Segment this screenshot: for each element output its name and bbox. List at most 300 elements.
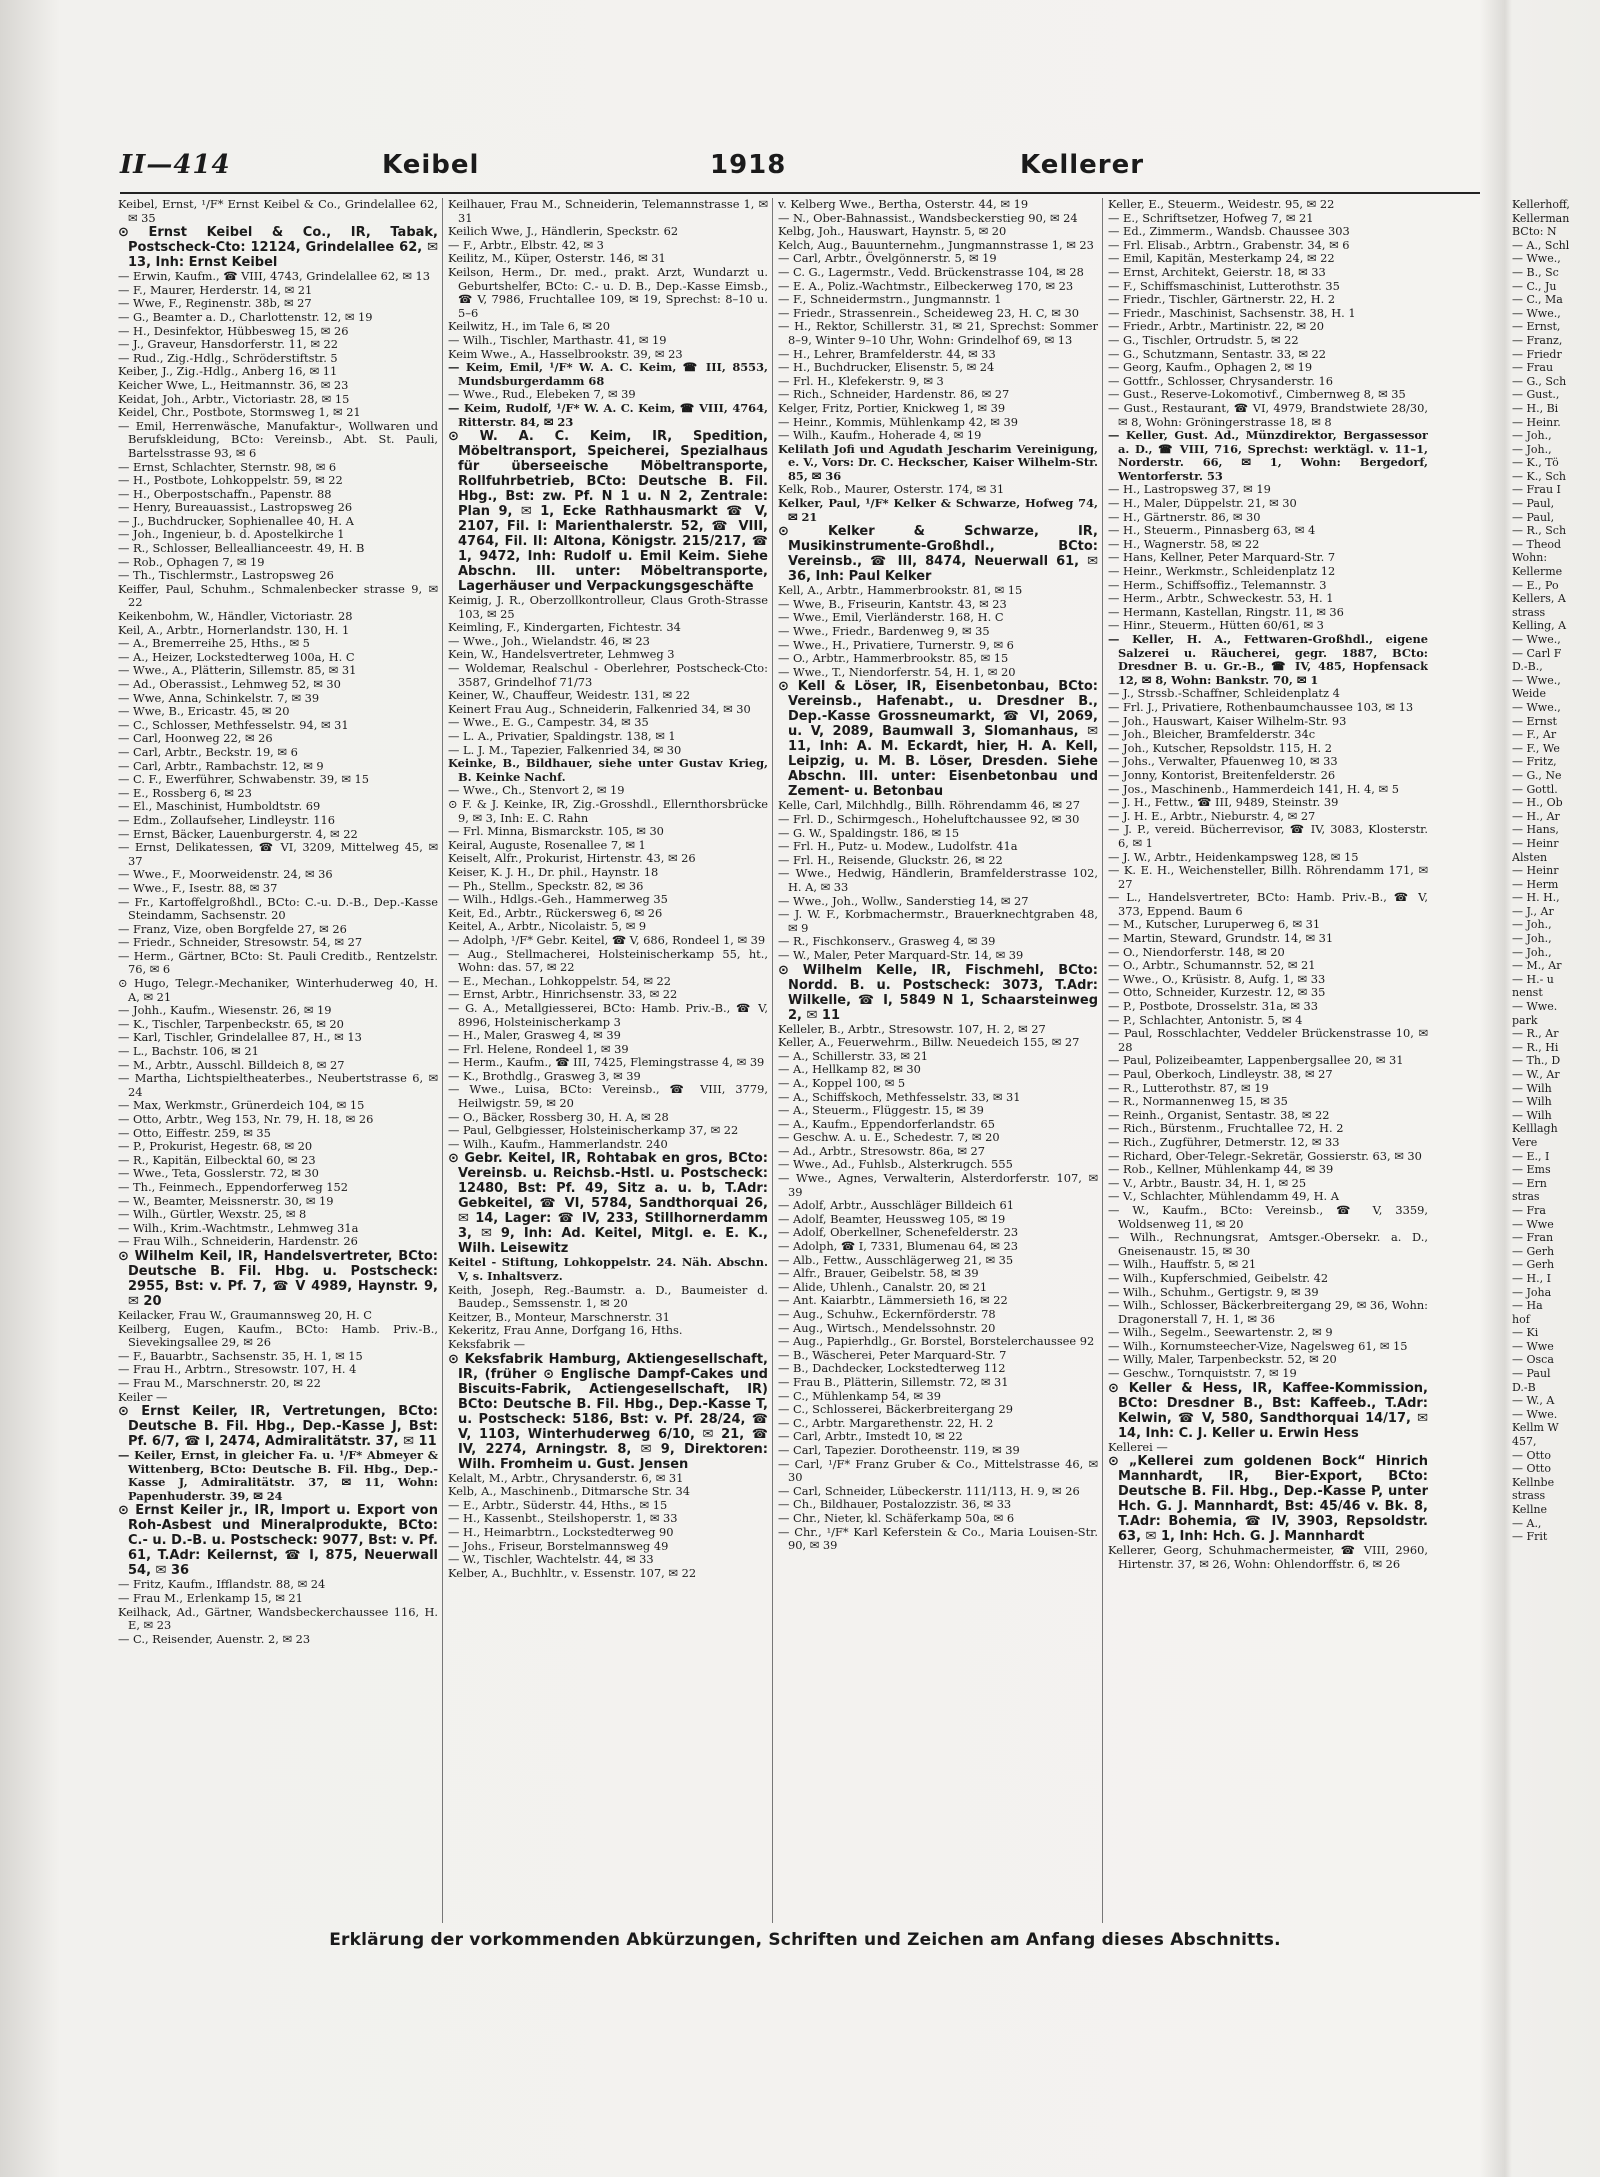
directory-entry: — G., Sch (1512, 374, 1567, 388)
directory-entry: — Aug., Stellmacherei, Holsteinischerkamp 55, ht., Wohn: das. 57, ✉ 22 (448, 946, 768, 975)
directory-entry: — Adolf, Beamter, Heussweg 105, ✉ 19 (778, 1211, 1006, 1226)
directory-entry: — W., Maler, Peter Marquard-Str. 14, ✉ 39 (778, 947, 1024, 962)
directory-entry: — W., Kaufm., BCto: Vereinsb., ☎ V, 3359, Woldsenweg 11, ✉ 20 (1108, 1202, 1428, 1231)
directory-entry: — Erwin, Kaufm., ☎ VIII, 4743, Grindelallee 62, ✉ 13 (118, 269, 431, 284)
directory-entry: — J. H. E., Arbtr., Nieburstr. 4, ✉ 27 (1108, 808, 1316, 823)
directory-entry: — Herm (1512, 877, 1559, 891)
directory-entry: — Aug., Papierhdlg., Gr. Borstel, Borstelerchaussee 92 (778, 1334, 1095, 1349)
directory-entry: — J. P., vereid. Bücherrevisor, ☎ IV, 3083, Klosterstr. 6, ✉ 1 (1108, 822, 1428, 850)
directory-entry: ⊙ Keller & Hess, IR, Kaffee-Kommission, BCto: Dresdner B., Bst: Kaffeeb., T.Adr: Kelwin, ☎ V, 580, Sandthorquai 14/17, ✉ 14, Inh: C. J. Keller u. Erwin Hess (1108, 1380, 1428, 1441)
directory-entry: — A., (1512, 1516, 1542, 1530)
directory-entry: — Gust., (1512, 388, 1560, 402)
directory-entry: — Jos., Maschinenb., Hammerdeich 141, H. 4, ✉ 5 (1108, 781, 1399, 796)
directory-entry: — R., Hi (1512, 1040, 1559, 1054)
directory-entry: — Friedr., Maschinist, Sachsenstr. 38, H. 1 (1108, 305, 1356, 320)
directory-entry: — C. G., Lagermstr., Vedd. Brückenstrasse 104, ✉ 28 (778, 264, 1084, 279)
directory-entry: — Keim, Emil, ¹/F* W. A. C. Keim, ☎ III, 8553, Mundsburgerdamm 68 (448, 360, 768, 388)
left-running-head: Keibel (382, 150, 480, 180)
directory-entry: — P., Schlachter, Antonistr. 5, ✉ 4 (1108, 1012, 1303, 1027)
directory-entry: — Ed., Zimmerm., Wandsb. Chaussee 303 (1108, 224, 1350, 239)
directory-entry: — Gottfr., Schlosser, Chrysanderstr. 16 (1108, 373, 1334, 388)
directory-entry: — Aug., Wirtsch., Mendelssohnstr. 20 (778, 1320, 996, 1335)
directory-entry: — Wwe., Agnes, Verwalterin, Alsterdorferstr. 107, ✉ 39 (778, 1171, 1098, 1199)
directory-entry: Keiral, Auguste, Rosenallee 7, ✉ 1 (448, 837, 646, 852)
directory-entry: — Wilh., Schuhm., Gertigstr. 9, ✉ 39 (1108, 1284, 1319, 1299)
directory-entry: — A., Schiffskoch, Methfesselstr. 33, ✉ 31 (778, 1089, 1021, 1104)
directory-entry: — Ki (1512, 1326, 1539, 1340)
directory-entry: — Rob., Kellner, Mühlenkamp 44, ✉ 39 (1108, 1162, 1334, 1177)
directory-entry: — Friedr., Arbtr., Martinistr. 22, ✉ 20 (1108, 319, 1325, 334)
directory-entry: — O., Arbtr., Hammerbrookstr. 85, ✉ 15 (778, 651, 1009, 666)
directory-entry: v. Kelberg Wwe., Bertha, Osterstr. 44, ✉ 19 (778, 198, 1029, 211)
directory-entry: Keller, E., Steuerm., Weidestr. 95, ✉ 22 (1108, 198, 1335, 211)
directory-entry: — Joh., (1512, 918, 1552, 932)
directory-entry: — Osca (1512, 1353, 1554, 1367)
directory-entry: — Geschw. A. u. E., Schedestr. 7, ✉ 20 (778, 1130, 1000, 1145)
directory-entry: — C., Arbtr. Margarethenstr. 22, H. 2 (778, 1415, 994, 1430)
directory-entry: — Wwe., (1512, 633, 1561, 646)
directory-entry: — Wilh., Krim.-Wachtmstr., Lehmweg 31a (118, 1220, 359, 1235)
directory-entry: — Fran (1512, 1231, 1554, 1245)
directory-entry: — Wwe., Hedwig, Händlerin, Bramfelderstrasse 102, H. A, ✉ 33 (778, 866, 1098, 894)
directory-entry: — Keim, Rudolf, ¹/F* W. A. C. Keim, ☎ VIII, 4764, Ritterstr. 84, ✉ 23 (448, 400, 768, 429)
directory-entry: Keilson, Herm., Dr. med., prakt. Arzt, Wundarzt u. Geburtshelfer, BCto: C.- u. D. B., Dep.-Kasse Eimsb., ☎ V, 7986, Fruchtallee 109, ✉ 19, Sprechst: 8–10 u. 5–6 (448, 264, 768, 320)
directory-entry: Kellerei — (1108, 1439, 1168, 1454)
directory-entry: — Wilh., Gürtler, Wexstr. 25, ✉ 8 (118, 1207, 307, 1222)
directory-entry: — Wwe., Rud., Elebeken 7, ✉ 39 (448, 387, 636, 402)
directory-entry: Kell, A., Arbtr., Hammerbrookstr. 81, ✉ 15 (778, 583, 1023, 598)
directory-entry: — Frl. Helene, Rondeel 1, ✉ 39 (448, 1041, 629, 1056)
directory-entry: — O., Niendorferstr. 148, ✉ 20 (1108, 944, 1285, 959)
directory-entry: — Wwe., Friedr., Bardenweg 9, ✉ 35 (778, 624, 990, 639)
directory-entry: Keiler — (118, 1389, 168, 1404)
directory-entry: Keilitz, M., Küper, Osterstr. 146, ✉ 31 (448, 251, 666, 266)
directory-entry: — Ad., Arbtr., Stresowstr. 86a, ✉ 27 (778, 1143, 986, 1158)
directory-entry: — H., Maler, Grasweg 4, ✉ 39 (448, 1028, 621, 1043)
directory-entry: — Joh., Bleicher, Bramfelderstr. 34c (1108, 727, 1316, 742)
directory-entry: — Wwe., (1512, 700, 1561, 714)
directory-entry: — Wwe, Anna, Schinkelstr. 7, ✉ 39 (118, 690, 320, 705)
directory-entry: — L., Handelsvertreter, BCto: Hamb. Priv.-B., ☎ V, 373, Eppend. Baum 6 (1108, 890, 1428, 918)
directory-entry: — Hans, (1512, 823, 1559, 837)
directory-entry: Keibel, Ernst, ¹/F* Ernst Keibel & Co., Grindelallee 62, ✉ 35 (118, 198, 438, 225)
directory-entry: — R., Lutterothstr. 87, ✉ 19 (1108, 1080, 1269, 1095)
directory-entry: — Wilh., Segelm., Seewartenstr. 2, ✉ 9 (1108, 1325, 1333, 1340)
directory-entry: Keitzer, B., Monteur, Marschnerstr. 31 (448, 1309, 670, 1324)
right-running-head: Kellerer (1020, 150, 1145, 180)
directory-entry: — C., Ma (1512, 293, 1563, 307)
directory-entry: — Joha (1512, 1285, 1552, 1299)
directory-entry: — Wilh., Hdlgs.-Geh., Hammerweg 35 (448, 892, 668, 907)
directory-entry: — Carl, ¹/F* Franz Gruber & Co., Mittelstrasse 46, ✉ 30 (778, 1456, 1098, 1485)
column-divider (442, 198, 443, 1923)
directory-entry: — Wilh., Kupferschmied, Geibelstr. 42 (1108, 1270, 1329, 1285)
directory-entry: — Frau I (1512, 483, 1561, 497)
directory-entry: — F., Maurer, Herderstr. 14, ✉ 21 (118, 282, 313, 297)
directory-entry: — Carl, Hoonweg 22, ✉ 26 (118, 731, 273, 746)
directory-entry: — Frl. H., Klefekerstr. 9, ✉ 3 (778, 373, 944, 388)
directory-entry: park (1512, 1013, 1538, 1027)
directory-entry: — B., Sc (1512, 265, 1559, 279)
directory-entry: — Theod (1512, 537, 1562, 551)
directory-entry: hof (1512, 1312, 1530, 1326)
directory-entry: ⊙ Wilhelm Kelle, IR, Fischmehl, BCto: Nordd. B. u. Postscheck: 3073, T.Adr: Wilkelle, ☎ I, 5849 N 1, Schaarsteinweg 2, ✉ 11 (778, 962, 1098, 1023)
directory-entry: — Adolf, Oberkellner, Schenefelderstr. 23 (778, 1225, 1019, 1240)
directory-entry: — A., Kaufm., Eppendorferlandstr. 65 (778, 1116, 995, 1131)
directory-entry: — Ad., Oberassist., Lehmweg 52, ✉ 30 (118, 677, 341, 691)
directory-entry: — Martin, Steward, Grundstr. 14, ✉ 31 (1108, 931, 1334, 946)
directory-entry: — Ernst, Bäcker, Lauenburgerstr. 4, ✉ 22 (118, 826, 358, 841)
directory-entry: — B., Wäscherei, Peter Marquard-Str. 7 (778, 1347, 1007, 1362)
directory-entry: D.-B., (1512, 660, 1543, 674)
directory-entry: — Carl, Arbtr., Imstedt 10, ✉ 22 (778, 1429, 963, 1444)
directory-entry: — Rob., Ophagen 7, ✉ 19 (118, 554, 265, 569)
directory-entry: — Wwe., A., Plätterin, Sillemstr. 85, ✉ 31 (118, 663, 357, 678)
directory-entry: — Alfr., Brauer, Geibelstr. 58, ✉ 39 (778, 1266, 979, 1281)
directory-entry: — J., Ar (1512, 904, 1554, 918)
directory-entry: — Frit (1512, 1530, 1548, 1544)
directory-entry: — K., Brothdlg., Grasweg 3, ✉ 39 (448, 1068, 641, 1083)
directory-entry: — B., Dachdecker, Lockstedterweg 112 (778, 1361, 1006, 1376)
directory-entry: — Karl, Tischler, Grindelallee 87, H., ✉ 13 (118, 1030, 362, 1045)
directory-entry: — Wwe., O., Krüsistr. 8, Aufg. 1, ✉ 33 (1108, 971, 1326, 986)
directory-entry: — Gerh (1512, 1258, 1555, 1272)
directory-entry: — Gottl. (1512, 782, 1558, 796)
directory-entry: — El., Maschinist, Humboldtstr. 69 (118, 799, 321, 814)
directory-entry: ⊙ Keksfabrik Hamburg, Aktiengesellschaft, IR, (früher ⊙ Englische Dampf-Cakes und Biscuits-Fabrik, Actiengesellschaft, IR) BCto: Deutsche B. Fil. Hbg., Dep.-Kasse T, u. Postscheck: 5186, Bst: v. Pf. 28/24, ☎ V, 1103, Winterhuderweg 6/10, ✉ 21, ☎ IV, 2274, Arningstr. 8, ✉ 9, Direktoren: Wilh. Fromheim u. Gust. Jensen (448, 1351, 768, 1472)
directory-entry: — H., Ar (1512, 809, 1560, 823)
directory-entry: — J., Strssb.-Schaffner, Schleidenplatz 4 (1108, 686, 1340, 701)
directory-entry: — F., Bauarbtr., Sachsenstr. 35, H. 1, ✉ 15 (118, 1348, 363, 1363)
directory-entry: — Ph., Stellm., Speckstr. 82, ✉ 36 (448, 878, 644, 893)
directory-entry: — G. A., Metallgiesserei, BCto: Hamb. Priv.-B., ☎ V, 8996, Holsteinischerkamp 3 (448, 1000, 768, 1029)
directory-entry: — Hans, Kellner, Peter Marquard-Str. 7 (1108, 550, 1336, 565)
directory-entry: — A., Steuerm., Flüggestr. 15, ✉ 39 (778, 1103, 984, 1118)
directory-entry: — Paul, (1512, 497, 1555, 511)
directory-entry: — Johs., Friseur, Borstelmannsweg 49 (448, 1538, 669, 1553)
directory-entry: — J., Buchdrucker, Sophienallee 40, H. A (118, 513, 354, 528)
directory-entry: — Ernst, Schlachter, Sternstr. 98, ✉ 6 (118, 459, 337, 474)
directory-entry: — K. E. H., Weichensteller, Billh. Röhrendamm 171, ✉ 27 (1108, 863, 1428, 891)
directory-entry: — M., Arbtr., Ausschl. Billdeich 8, ✉ 27 (118, 1057, 345, 1072)
directory-entry: — Rich., Zugführer, Detmerstr. 12, ✉ 33 (1108, 1134, 1340, 1149)
directory-entry: — Wwe., (1512, 252, 1561, 266)
directory-entry: — W., Beamter, Meissnerstr. 30, ✉ 19 (118, 1193, 334, 1208)
directory-entry: — Wwe., Emil, Vierländerstr. 168, H. C (778, 610, 1004, 625)
directory-entry: Keitel, A., Arbtr., Nicolaistr. 5, ✉ 9 (448, 919, 647, 934)
directory-entry: — Frau H., Arbtrn., Stresowstr. 107, H. 4 (118, 1362, 357, 1377)
directory-entry: — Adolph, ☎ I, 7331, Blumenau 64, ✉ 23 (778, 1239, 1019, 1254)
directory-entry: — P., Postbote, Drosselstr. 31a, ✉ 33 (1108, 999, 1318, 1014)
directory-entry: — Herm., Arbtr., Schweckestr. 53, H. 1 (1108, 591, 1334, 606)
directory-entry: — Franz, Vize, oben Borgfelde 27, ✉ 26 (118, 921, 347, 936)
directory-entry: ⊙ Wilhelm Keil, IR, Handelsvertreter, BCto: Deutsche B. Fil. Hbg. u. Postscheck: 2955, Bst: v. Pf. 7, ☎ V 4989, Haynstr. 9, ✉ 20 (118, 1248, 438, 1309)
directory-entry: Keilhauer, Frau M., Schneiderin, Telemannstrasse 1, ✉ 31 (448, 198, 768, 225)
directory-entry: — Wwe, B., Ericastr. 45, ✉ 20 (118, 704, 290, 719)
directory-entry: — Friedr., Strassenrein., Scheideweg 23, H. C, ✉ 30 (778, 305, 1079, 320)
directory-entry: — R., Fischkonserv., Grasweg 4, ✉ 39 (778, 934, 996, 949)
directory-entry: — V., Arbtr., Baustr. 34, H. 1, ✉ 25 (1108, 1175, 1307, 1190)
directory-entry: — Wwe., Joh., Wielandstr. 46, ✉ 23 (448, 633, 650, 648)
next-page-edge-column (1512, 198, 1596, 1918)
directory-entry: — Herm., Kaufm., ☎ III, 7425, Flemingstrasse 4, ✉ 39 (448, 1055, 765, 1070)
directory-entry: — L. J. M., Tapezier, Falkenried 34, ✉ 30 (448, 742, 682, 757)
directory-entry: ⊙ Ernst Keiler, IR, Vertretungen, BCto: Deutsche B. Fil. Hbg., Dep.-Kasse J, Bst: Pf. 6/7, ☎ I, 2474, Admiralitätstr. 37, ✉ 11 (118, 1404, 438, 1450)
directory-entry: — Frl. H., Reisende, Gluckstr. 26, ✉ 22 (778, 852, 1003, 867)
directory-entry: — Heinr (1512, 864, 1559, 878)
directory-entry: — Georg, Kaufm., Ophagen 2, ✉ 19 (1108, 360, 1313, 375)
directory-entry: — O., Arbtr., Schumannstr. 52, ✉ 21 (1108, 958, 1316, 973)
directory-entry: — V., Schlachter, Mühlendamm 49, H. A (1108, 1189, 1340, 1204)
directory-entry: — Wwe., Ad., Fuhlsb., Alsterkrugch. 555 (778, 1157, 1013, 1172)
directory-entry: Keilberg, Eugen, Kaufm., BCto: Hamb. Priv.-B., Sievekingsallee 29, ✉ 26 (118, 1321, 438, 1350)
directory-entry: — Wilh., Rechnungsrat, Amtsger.-Obersekr. a. D., Gneisenaustr. 15, ✉ 30 (1108, 1230, 1428, 1258)
directory-entry: — Hermann, Kastellan, Ringstr. 11, ✉ 36 (1108, 604, 1344, 619)
directory-entry: — Heinr., Kommis, Mühlenkamp 42, ✉ 39 (778, 414, 1018, 429)
directory-entry: — Wwe. (1512, 1407, 1558, 1421)
directory-entry: ⊙ Ernst Keiler jr., IR, Import u. Export von Roh-Asbest und Mineralprodukte, BCto: C.- u. D.-B. u. Postscheck: 9077, Bst: v. Pf. 61, T.Adr: Keilernst, ☎ I, 875, Neuerwall 54, ✉ 36 (118, 1503, 438, 1579)
directory-entry: — Otto (1512, 1462, 1551, 1476)
directory-entry: — E. A., Poliz.-Wachtmstr., Eilbeckerweg 170, ✉ 23 (778, 278, 1074, 293)
directory-entry: — R., Normannenweg 15, ✉ 35 (1108, 1094, 1288, 1109)
directory-entry: — Henry, Bureauassist., Lastropsweg 26 (118, 500, 353, 515)
directory-entry: Kekeritz, Frau Anne, Dorfgang 16, Hths. (448, 1323, 683, 1338)
directory-entry: — N., Ober-Bahnassist., Wandsbeckerstieg 90, ✉ 24 (778, 210, 1078, 225)
directory-entry: — Otto, Arbtr., Weg 153, Nr. 79, H. 18, ✉ 26 (118, 1112, 374, 1126)
directory-entry: Kellers, A (1512, 592, 1566, 606)
directory-entry: Weide (1512, 687, 1546, 701)
directory-entry: — A., Hellkamp 82, ✉ 30 (778, 1062, 921, 1077)
directory-entry: ⊙ Ernst Keibel & Co., IR, Tabak, Postscheck-Cto: 12124, Grindelallee 62, ✉ 13, Inh: Ernst Keibel (118, 225, 438, 271)
directory-entry: — L., Bachstr. 106, ✉ 21 (118, 1044, 259, 1059)
directory-entry: — Carl, Tapezier. Dorotheenstr. 119, ✉ 39 (778, 1442, 1020, 1457)
directory-entry: — Herm., Gärtner, BCto: St. Pauli Creditb., Rentzelstr. 76, ✉ 6 (118, 948, 438, 977)
directory-entry: D.-B (1512, 1380, 1536, 1394)
directory-entry: Kelb, A., Maschinenb., Ditmarsche Str. 34 (448, 1484, 691, 1499)
directory-entry: 457, (1512, 1435, 1537, 1449)
directory-entry: — Ernst, Architekt, Geierstr. 18, ✉ 33 (1108, 264, 1326, 279)
directory-entry: — Paul, Oberkoch, Lindleystr. 38, ✉ 27 (1108, 1067, 1333, 1081)
directory-entry: — Wwe (1512, 1217, 1554, 1231)
directory-entry: — Emil, Herrenwäsche, Manufaktur-, Wollwaren und Berufskleidung, BCto: Vereinsb., Abt. St. Pauli, Bartelsstrasse 93, ✉ 6 (118, 418, 438, 460)
directory-entry: — G., Tischler, Ortrudstr. 5, ✉ 22 (1108, 332, 1299, 347)
directory-entry: — Reinh., Organist, Sentastr. 38, ✉ 22 (1108, 1107, 1330, 1122)
directory-entry: — H., I (1512, 1271, 1551, 1285)
directory-entry: — Keiler, Ernst, in gleicher Fa. u. ¹/F* Abmeyer & Wittenberg, BCto: Deutsche B. Fil. Hbg., Dep.-Kasse J, Admiralitätstr. 37, ✉ 11, Wohn: Papenhuderstr. 39, ✉ 24 (118, 1448, 438, 1503)
directory-entry: stras (1512, 1190, 1540, 1204)
directory-entry: strass (1512, 605, 1546, 619)
directory-entry: — Keller, H. A., Fettwaren-Großhdl., eigene Salzerei u. Räucherei, gegr. 1887, BCto: Dresdner B. u. Gr.-B., ☎ IV, 485, Hopfensack 12, ✉ 8, Wohn: Bankstr. 70, ✉ 1 (1108, 632, 1428, 687)
directory-entry: — H., Maler, Düppelstr. 21, ✉ 30 (1108, 496, 1297, 511)
directory-entry: — Wilh (1512, 1108, 1552, 1122)
directory-entry: — Wilh (1512, 1095, 1552, 1109)
directory-entry: — Joh., (1512, 945, 1552, 959)
directory-entry: — Frl. H., Putz- u. Modew., Ludolfstr. 41a (778, 839, 1018, 854)
directory-entry: — Wwe (1512, 1339, 1554, 1353)
directory-entry: — Wilh., Tischler, Marthastr. 41, ✉ 19 (448, 332, 667, 347)
directory-entry: — O., Bäcker, Rossberg 30, H. A, ✉ 28 (448, 1109, 669, 1124)
directory-entry: Kellerman (1512, 211, 1570, 225)
directory-entry: — F., We (1512, 741, 1560, 755)
directory-entry: — H.- u (1512, 972, 1554, 986)
directory-entry: Kelk, Rob., Maurer, Osterstr. 174, ✉ 31 (778, 482, 1005, 497)
page-header (120, 150, 1490, 186)
header-rule (120, 192, 1480, 194)
directory-entry: — Frl. J., Privatiere, Rothenbaumchaussee 103, ✉ 13 (1108, 699, 1414, 714)
directory-entry: — Gust., Restaurant, ☎ VI, 4979, Brandstwiete 28/30, ✉ 8, Wohn: Gröningerstrasse 18, ✉ 8 (1108, 400, 1428, 429)
directory-entry: — M., Kutscher, Luruperweg 6, ✉ 31 (1108, 917, 1321, 932)
directory-entry: — Ha (1512, 1299, 1543, 1313)
directory-entry: — A., Schl (1512, 238, 1570, 252)
directory-entry: — Th., D (1512, 1054, 1561, 1068)
directory-entry: — Joh., (1512, 932, 1552, 946)
directory-entry: — G., Beamter a. D., Charlottenstr. 12, ✉ 19 (118, 309, 373, 324)
directory-entry: — H., Gärtnerstr. 86, ✉ 30 (1108, 509, 1261, 524)
directory-entry: — R., Schlosser, Belleallianceestr. 49, H. B (118, 541, 365, 556)
directory-entry: ⊙ Kell & Löser, IR, Eisenbetonbau, BCto: Vereinsb., Hafenabt., u. Dresdner B., Dep.-Kasse Grossneumarkt, ☎ VI, 2069, u. V, 2089, Baumwall 3, Slomanhaus, ✉ 11, Inh: A. M. Eckardt, hier, H. A. Kell, Leipzig, u. M. B. Löser, Dresden. Siehe Abschn. III. unter: Eisenbetonbau und Zement- u. Betonbau (778, 679, 1098, 800)
directory-entry: — H., Rektor, Schillerstr. 31, ✉ 21, Sprechst: Sommer 8–9, Winter 9–10 Uhr, Wohn: Grindelhof 69, ✉ 13 (778, 319, 1098, 347)
directory-entry: — Fritz, Kaufm., Ifflandstr. 88, ✉ 24 (118, 1577, 326, 1592)
directory-entry: Keiser, K. J. H., Dr. phil., Haynstr. 18 (448, 864, 659, 879)
directory-entry: — Rich., Bürstenm., Fruchtallee 72, H. 2 (1108, 1121, 1344, 1136)
directory-entry: Keiffer, Paul, Schuhm., Schmalenbecker strasse 9, ✉ 22 (118, 581, 438, 610)
directory-entry: — Martha, Lichtspieltheaterbes., Neubertstrasse 6, ✉ 24 (118, 1071, 438, 1099)
footer-note: Erklärung der vorkommenden Abkürzungen, Schriften und Zeichen am Anfang dieses Abschnitts. (329, 1930, 1281, 1950)
directory-entry: — Wilh (1512, 1081, 1552, 1095)
directory-column-3 (778, 198, 1098, 1918)
directory-entry: — Wwe., Luisa, BCto: Vereinsb., ☎ VIII, 3779, Heilwigstr. 59, ✉ 20 (448, 1082, 768, 1111)
directory-entry: — Ant. Kaiarbtr., Lämmersieth 16, ✉ 22 (778, 1293, 1008, 1308)
directory-entry: — Otto, Schneider, Kurzestr. 12, ✉ 35 (1108, 985, 1326, 1000)
directory-entry: — A., Bremerreihe 25, Hths., ✉ 5 (118, 636, 310, 651)
directory-entry: — J. H., Fettw., ☎ III, 9489, Steinstr. 39 (1108, 795, 1339, 810)
directory-entry: ⊙ Gebr. Keitel, IR, Rohtabak en gros, BCto: Vereinsb. u. Reichsb.-Hstl. u. Postscheck: 12480, Bst: Pf. 49, Sitz a. u. b, T.Adr: Gebkeitel, ☎ VI, 5784, Sandthorquai 26, ✉ 14, Lager: ☎ IV, 233, Stillhornerdamm 3, ✉ 9, Inh: Ad. Keitel, Mitgl. e. E. K., Wilh. Leisewitz (448, 1151, 768, 1257)
directory-entry: — Wwe., E. G., Campestr. 34, ✉ 35 (448, 715, 649, 730)
directory-entry: — Wwe., Joh., Wollw., Sanderstieg 14, ✉ 27 (778, 893, 1029, 908)
directory-entry: Keksfabrik — (448, 1337, 525, 1351)
directory-entry: — Jonny, Kontorist, Breitenfelderstr. 26 (1108, 767, 1336, 782)
directory-entry: Keilacker, Frau W., Graumannsweg 20, H. C (118, 1307, 372, 1322)
directory-entry: Kein, W., Handelsvertreter, Lehmweg 3 (448, 647, 675, 662)
directory-entry: — Wwe. (1512, 1000, 1558, 1014)
directory-entry: — R., Sch (1512, 524, 1567, 538)
directory-entry: — Carl, Arbtr., Beckstr. 19, ✉ 6 (118, 744, 298, 759)
directory-entry: — Wilh., Kaufm., Hoherade 4, ✉ 19 (778, 428, 982, 443)
directory-entry: — Wwe., H., Privatiere, Turnerstr. 9, ✉ 6 (778, 637, 1014, 652)
directory-entry: — Adolf, Arbtr., Ausschläger Billdeich 61 (778, 1198, 1014, 1213)
directory-column-4 (1108, 198, 1428, 1918)
directory-entry: — Wilh., Kornumsteecher-Vize, Nagelsweg 61, ✉ 15 (1108, 1338, 1408, 1353)
directory-entry: — E., I (1512, 1149, 1550, 1163)
directory-entry: — Woldemar, Realschul - Oberlehrer, Postscheck-Cto: 3587, Grindelhof 71/73 (448, 661, 768, 689)
directory-entry: Keinke, B., Bildhauer, siehe unter Gustav Krieg, B. Keinke Nachf. (448, 756, 768, 784)
directory-entry: — H., Wagnerstr. 58, ✉ 22 (1108, 536, 1260, 551)
directory-entry: — H., Oberpostschaffn., Papenstr. 88 (118, 486, 332, 501)
directory-entry: — Joh., Kutscher, Repsoldstr. 115, H. 2 (1108, 740, 1333, 755)
directory-entry: Kellerer, Georg, Schuhmachermeister, ☎ VIII, 2960, Hirtenstr. 37, ✉ 26, Wohn: Ohlendorffstr. 6, ✉ 26 (1108, 1543, 1428, 1571)
directory-column-2 (448, 198, 768, 1918)
directory-entry: — C., Schlosserei, Bäckerbreitergang 29 (778, 1402, 1014, 1417)
directory-entry: — Adolph, ¹/F* Gebr. Keitel, ☎ V, 686, Rondeel 1, ✉ 39 (448, 932, 766, 947)
directory-entry: Keil, A., Arbtr., Hornerlandstr. 130, H. 1 (118, 622, 350, 637)
directory-entry: — C., Mühlenkamp 54, ✉ 39 (778, 1388, 942, 1403)
directory-entry: — Frl. D., Schirmgesch., Hoheluftchaussee 92, ✉ 30 (778, 812, 1080, 826)
directory-entry: — Alide, Uhlenh., Canalstr. 20, ✉ 21 (778, 1279, 988, 1294)
directory-entry: — Ems (1512, 1163, 1551, 1177)
directory-entry: Kellnbe (1512, 1475, 1555, 1489)
directory-entry: — A., Heizer, Lockstedterweg 100a, H. C (118, 649, 355, 664)
directory-entry: — E., Rossberg 6, ✉ 23 (118, 785, 252, 800)
directory-entry: — E., Schriftsetzer, Hofweg 7, ✉ 21 (1108, 210, 1314, 225)
directory-entry: — Wwe., (1512, 306, 1561, 320)
directory-entry: — C., Ju (1512, 279, 1557, 293)
directory-entry: — Carl, Arbtr., Övelgönnerstr. 5, ✉ 19 (778, 251, 997, 266)
directory-entry: — A., Koppel 100, ✉ 5 (778, 1075, 906, 1090)
directory-entry: Kelger, Fritz, Portier, Knickweg 1, ✉ 39 (778, 400, 1006, 415)
directory-entry: — Wwe., Teta, Gosslerstr. 72, ✉ 30 (118, 1166, 319, 1181)
directory-entry: — F., Ar (1512, 728, 1557, 742)
directory-entry: — F., Schneidermstrn., Jungmannstr. 1 (778, 292, 1002, 307)
directory-entry: — Aug., Schuhw., Eckernförderstr. 78 (778, 1307, 996, 1321)
directory-column-1 (118, 198, 438, 1918)
directory-entry: — Friedr., Schneider, Stresowstr. 54, ✉ 27 (118, 935, 363, 950)
directory-entry: Kelalt, M., Arbtr., Chrysanderstr. 6, ✉ 31 (448, 1470, 684, 1485)
directory-entry: — W., A (1512, 1394, 1555, 1408)
directory-entry: — Wilh., Schlosser, Bäckerbreitergang 29, ✉ 36, Wohn: Dragonerstall 7, H. 1, ✉ 36 (1108, 1298, 1428, 1326)
directory-entry: — Frau B., Plätterin, Sillemstr. 72, ✉ 31 (778, 1374, 1009, 1389)
directory-entry: — Wilh., Kaufm., Hammerlandstr. 240 (448, 1136, 668, 1151)
directory-entry: — E., Arbtr., Süderstr. 44, Hths., ✉ 15 (448, 1497, 668, 1512)
directory-entry: — H. H., (1512, 891, 1560, 905)
directory-entry: Kellne (1512, 1503, 1548, 1516)
directory-entry: — Max, Werkmstr., Grünerdeich 104, ✉ 15 (118, 1098, 365, 1113)
directory-entry: Keimig, J. R., Oberzollkontrolleur, Claus Groth-Strasse 103, ✉ 25 (448, 593, 768, 621)
directory-entry: — G., Ne (1512, 768, 1562, 782)
directory-entry: — Paul, Gelbgiesser, Holsteinischerkamp 37, ✉ 22 (448, 1123, 739, 1138)
directory-entry: — H., Steuerm., Pinnasberg 63, ✉ 4 (1108, 523, 1316, 538)
directory-entry: — Paul, Polizeibeamter, Lappenbergsallee 20, ✉ 31 (1108, 1053, 1404, 1068)
directory-entry: Vere (1512, 1135, 1538, 1149)
directory-entry: nenst (1512, 986, 1543, 1000)
directory-entry: — Otto, Eiffestr. 259, ✉ 35 (118, 1125, 271, 1140)
directory-entry: — Wwe, F., Reginenstr. 38b, ✉ 27 (118, 296, 312, 311)
year-heading: 1918 (710, 150, 787, 180)
directory-entry: — Wwe., F., Isestr. 88, ✉ 37 (118, 880, 278, 895)
directory-entry: — Frau Wilh., Schneiderin, Hardenstr. 26 (118, 1234, 358, 1249)
directory-entry: — Ern (1512, 1176, 1547, 1190)
directory-entry: Keilich Wwe, J., Händlerin, Speckstr. 62 (448, 224, 679, 239)
directory-entry: — Heinr. (1512, 415, 1561, 429)
directory-entry: — Fritz, (1512, 755, 1557, 769)
directory-entry: — Th., Tischlermstr., Lastropsweg 26 (118, 568, 334, 583)
directory-entry: — A., Schillerstr. 33, ✉ 21 (778, 1048, 928, 1063)
directory-entry: — Hinr., Steuerm., Hütten 60/61, ✉ 3 (1108, 618, 1324, 633)
directory-entry: — Otto (1512, 1448, 1551, 1462)
directory-entry: — Carl F (1512, 646, 1562, 660)
directory-entry: — P., Prokurist, Hegestr. 68, ✉ 20 (118, 1139, 313, 1154)
directory-entry: Kelch, Aug., Bauunternehm., Jungmannstrasse 1, ✉ 23 (778, 237, 1094, 252)
directory-entry: — J. W., Arbtr., Heidenkampsweg 128, ✉ 15 (1108, 849, 1359, 864)
directory-entry: — Paul (1512, 1367, 1551, 1381)
directory-entry: Keiber, J., Zig.-Hdlg., Anberg 16, ✉ 11 (118, 364, 338, 379)
directory-entry: — Joh., Hauswart, Kaiser Wilhelm-Str. 93 (1108, 713, 1347, 728)
directory-entry: Kelker, Paul, ¹/F* Kelker & Schwarze, Hofweg 74, ✉ 21 (778, 496, 1098, 524)
directory-entry: Kelle, Carl, Milchhdlg., Billh. Röhrendamm 46, ✉ 27 (778, 798, 1081, 813)
directory-entry: — Richard, Ober-Telegr.-Sekretär, Gossierstr. 63, ✉ 30 (1108, 1148, 1422, 1163)
directory-entry: — Th., Feinmech., Eppendorferweg 152 (118, 1179, 349, 1194)
directory-entry: BCto: N (1512, 225, 1557, 239)
directory-entry: — H., Bi (1512, 401, 1559, 415)
